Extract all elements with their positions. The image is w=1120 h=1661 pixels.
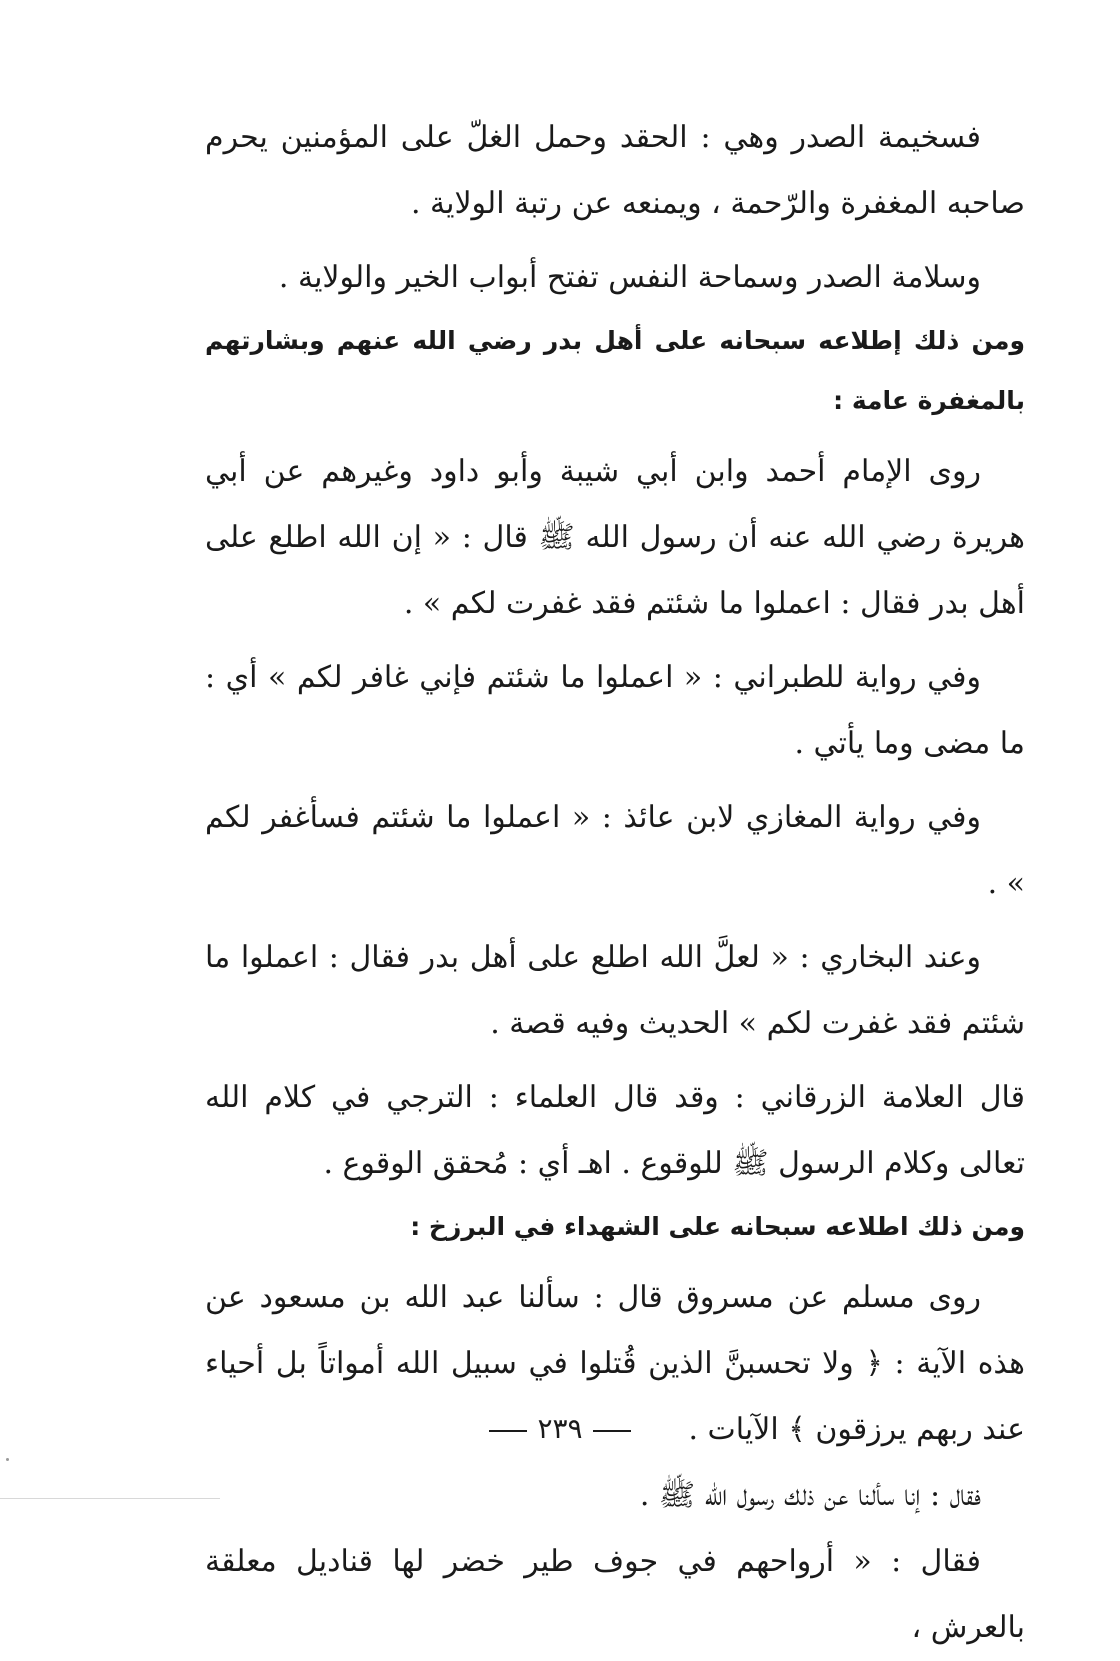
- scan-artifact-dot: [6, 1458, 9, 1461]
- paragraph-7: قال العلامة الزرقاني : وقد قال العلماء : الترجي في كلام الله تعالى وكلام الرسول ﷺ للوقوع . اهـ أي : مُحقق الوقوع .: [205, 1080, 1025, 1181]
- section-heading-shuhada: ومن ذلك اطلاعه سبحانه على الشهداء في البرزخ :: [410, 1212, 1025, 1241]
- scan-artifact-line: [0, 1498, 220, 1499]
- paragraph-10: فقال : « أرواحهم في جوف طير خضر لها قناديل معلقة بالعرش ،: [205, 1544, 1025, 1645]
- dash-left: [593, 1430, 631, 1432]
- paragraph-9: فقال : إنا سألنا عن ذلك رسول الله ﷺ .: [639, 1478, 981, 1513]
- paragraph-2: وسلامة الصدر وسماحة النفس تفتح أبواب الخير والولاية .: [278, 260, 981, 295]
- paragraph-6: وعند البخاري : « لعلَّ الله اطلع على أهل بدر فقال : اعملوا ما شئتم فقد غفرت لكم » الحديث وفيه قصة .: [205, 940, 1025, 1041]
- paragraph-5: وفي رواية المغازي لابن عائذ : « اعملوا ما شئتم فسأغفر لكم » .: [205, 800, 1025, 901]
- paragraph-1: فسخيمة الصدر وهي : الحقد وحمل الغلّ على المؤمنين يحرم صاحبه المغفرة والرّحمة ، ويمنعه عن رتبة الولاية .: [205, 120, 1025, 221]
- paragraph-8: روى مسلم عن مسروق قال : سألنا عبد الله بن مسعود عن هذه الآية : ﴿ ولا تحسبنَّ الذين قُتلوا في سبيل الله أمواتاً بل أحياء عند ربهم يرزقون ﴾ الآيات .: [205, 1280, 1026, 1447]
- paragraph-3: روى الإمام أحمد وابن أبي شيبة وأبو داود وغيرهم عن أبي هريرة رضي الله عنه أن رسول الله ﷺ قال : « إن الله اطلع على أهل بدر فقال : اعملوا ما شئتم فقد غفرت لكم » .: [205, 454, 1025, 621]
- dash-right: [489, 1430, 527, 1432]
- page-number-text: ٢٣٩: [537, 1412, 583, 1445]
- paragraph-4: وفي رواية للطبراني : « اعملوا ما شئتم فإني غافر لكم » أي : ما مضى وما يأتي .: [205, 660, 1025, 761]
- page-number: [0, 1412, 1120, 1445]
- section-heading-badr: ومن ذلك إطلاعه سبحانه على أهل بدر رضي الله عنهم وبشارتهم بالمغفرة عامة :: [205, 326, 1025, 415]
